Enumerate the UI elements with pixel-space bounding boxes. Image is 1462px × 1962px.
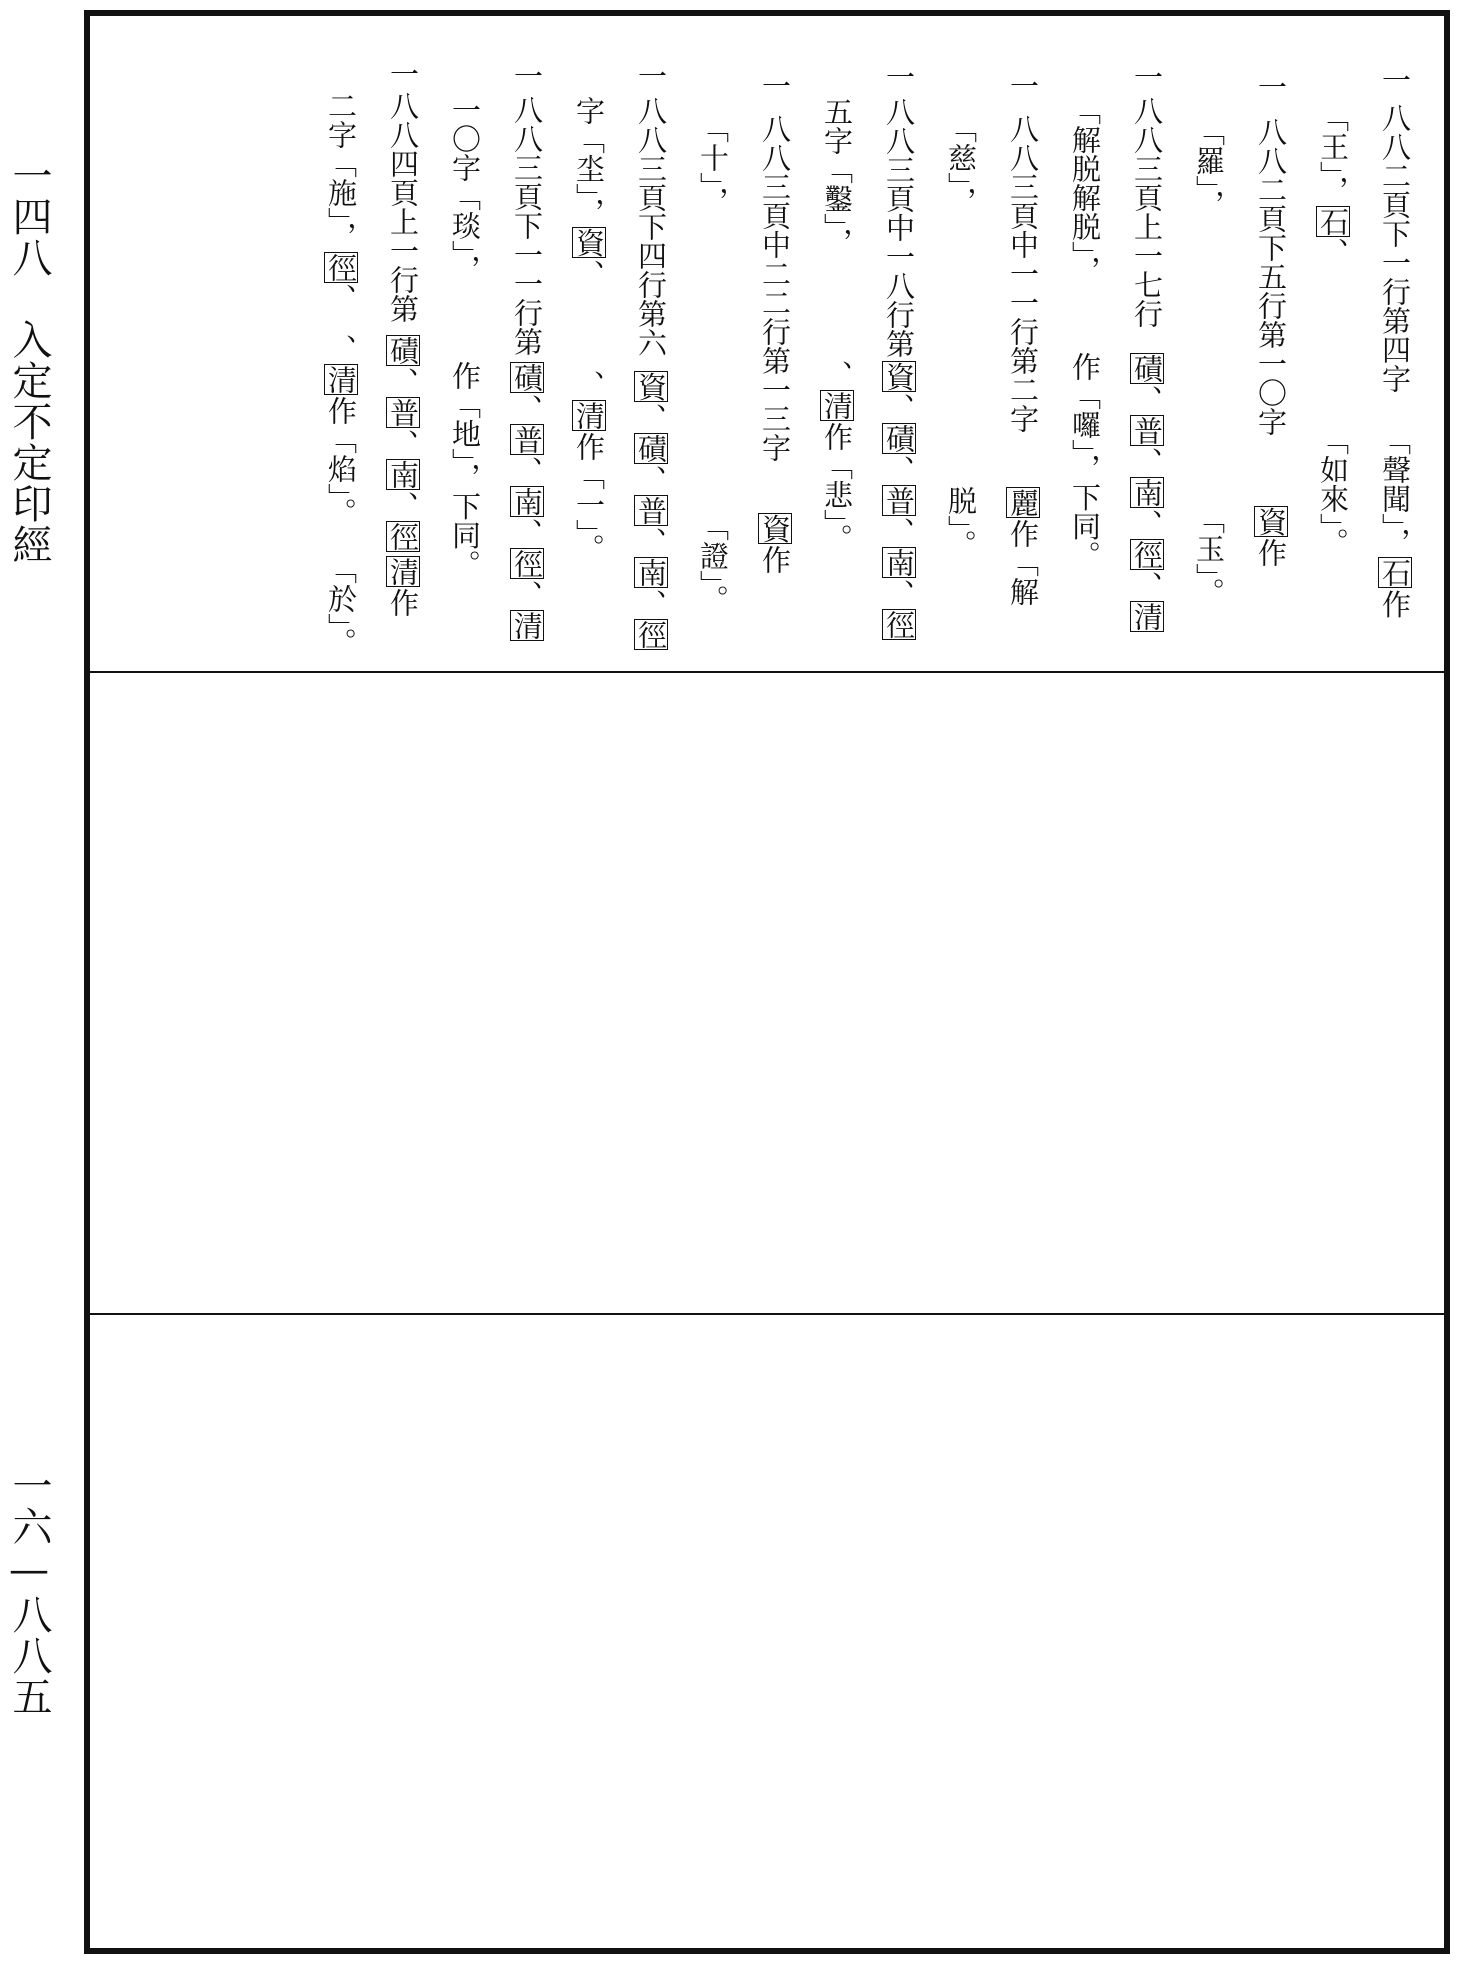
note-text: 、	[386, 429, 420, 459]
note-text: 、	[634, 588, 668, 618]
note-marker: 一	[1254, 71, 1288, 101]
note-text: 八八三頁中一八行第五字「鑿」，	[820, 97, 916, 359]
edition-siglum: 清	[572, 400, 606, 430]
edition-siglum: 徑	[324, 252, 358, 282]
edition-siglum: 清	[324, 365, 358, 395]
note-text: 、	[510, 518, 544, 548]
note-marker: 一	[386, 59, 420, 89]
note-line	[1302, 426, 1426, 656]
note-text: 、	[572, 259, 606, 289]
note-line	[558, 96, 682, 370]
edition-siglum: 資	[572, 228, 606, 258]
note-text: 、	[820, 360, 854, 390]
edition-siglum: 磧	[882, 424, 916, 454]
note-line	[434, 95, 558, 361]
collation-note	[434, 56, 558, 656]
note-text: 八八三頁下一一行第一〇字「琰」，	[448, 95, 544, 357]
note-line	[434, 361, 558, 656]
edition-siglum: 普	[1130, 416, 1164, 446]
note-text: 八八三頁下四行第六字「坔」，	[572, 95, 668, 357]
section-divider	[90, 1313, 1444, 1315]
note-line	[1054, 96, 1178, 352]
edition-siglum: 麗	[1006, 487, 1040, 517]
note-marker: 一	[1006, 70, 1040, 100]
note-text: 作「於」。	[324, 554, 420, 656]
note-text: 作「如來」。	[1316, 425, 1412, 619]
edition-siglum: 南	[634, 557, 668, 587]
edition-siglum: 清	[510, 611, 544, 641]
edition-siglum: 磧	[510, 363, 544, 393]
note-text: 、	[572, 369, 606, 399]
note-line	[1178, 117, 1302, 505]
note-text: 、	[882, 517, 916, 547]
edition-siglum: 資	[1254, 507, 1288, 537]
note-marker: 一	[634, 61, 668, 91]
edition-siglum: 資	[758, 513, 792, 543]
note-text: 作「一」。	[572, 431, 606, 563]
edition-siglum: 清	[386, 556, 420, 586]
edition-siglum: 南	[882, 548, 916, 578]
edition-siglum: 南	[386, 460, 420, 490]
note-text: 、	[510, 394, 544, 424]
note-text: 作「解脱」。	[944, 485, 1040, 606]
note-text: 八八三頁上一七行「解脱解脱」，	[1068, 96, 1164, 329]
note-text: 、	[882, 455, 916, 485]
edition-siglum: 徑	[510, 549, 544, 579]
note-marker: 一	[1130, 61, 1164, 91]
note-text: 、	[882, 579, 916, 609]
edition-siglum: 南	[1130, 478, 1164, 508]
note-text: 作「焰」。	[324, 396, 358, 527]
edition-siglum: 石	[1378, 558, 1412, 588]
edition-siglum: 徑	[386, 522, 420, 552]
note-text: 八八二頁下五行第一〇字「羅」，	[1192, 116, 1288, 436]
collation-note	[682, 56, 806, 656]
note-line	[806, 360, 930, 656]
note-text: 作「玉」。	[1192, 505, 1288, 607]
note-text: 、	[1130, 571, 1164, 601]
note-text: 、	[1130, 447, 1164, 477]
collation-note	[930, 56, 1054, 656]
note-line	[1178, 505, 1302, 656]
margin-header: 一四八 入定不定印經	[6, 155, 52, 565]
edition-siglum: 普	[510, 425, 544, 455]
note-line	[310, 334, 434, 554]
edition-siglum: 資	[634, 371, 668, 401]
note-text: 作「地」，下同。	[448, 361, 482, 579]
note-text: 、	[634, 464, 668, 494]
note-text: 、	[1316, 237, 1350, 267]
note-line	[682, 114, 806, 511]
edition-siglum: 磧	[634, 433, 668, 463]
margin-page-number: 一六—八八五	[6, 1465, 52, 1717]
note-line	[310, 91, 434, 334]
collation-notes	[310, 56, 1426, 656]
note-text: 、	[1130, 385, 1164, 415]
edition-siglum: 石	[1316, 206, 1350, 236]
collation-note	[1054, 56, 1178, 656]
note-text: 作「悲」。	[820, 422, 854, 553]
note-text: 「聲聞」，	[1378, 425, 1412, 557]
edition-siglum: 磧	[1130, 354, 1164, 384]
note-text: 作「囉」，下同。	[1068, 352, 1102, 570]
note-text: 、	[634, 526, 668, 556]
note-line	[310, 555, 434, 657]
note-text: 、	[386, 491, 420, 521]
note-marker: 一	[758, 70, 792, 100]
note-text: 作「證」。	[696, 511, 792, 614]
collation-note	[1302, 56, 1426, 656]
note-text: 、	[634, 402, 668, 432]
edition-siglum: 資	[882, 362, 916, 392]
note-text: 八八四頁上一行第二字「施」，	[324, 91, 420, 324]
edition-siglum: 普	[882, 486, 916, 516]
edition-siglum: 清	[1130, 602, 1164, 632]
edition-siglum: 普	[386, 398, 420, 428]
note-line	[682, 512, 806, 656]
note-line	[930, 114, 1054, 486]
note-line	[558, 370, 682, 656]
note-text: 八八二頁下一行第四字「王」，	[1316, 103, 1412, 393]
edition-siglum: 徑	[1130, 540, 1164, 570]
edition-siglum: 普	[634, 495, 668, 525]
note-marker: 一	[1378, 65, 1412, 94]
edition-siglum: 徑	[634, 619, 668, 649]
note-text: 、	[324, 283, 358, 313]
note-line	[1054, 352, 1178, 656]
collation-note	[310, 56, 434, 656]
note-text: 、	[510, 580, 544, 610]
section-divider	[90, 671, 1444, 673]
edition-siglum: 南	[510, 487, 544, 517]
edition-siglum: 清	[820, 391, 854, 421]
page-frame	[84, 10, 1450, 1954]
note-text: 八八三頁中二二行第一三字「十」，	[696, 114, 792, 463]
note-marker: 一	[510, 61, 544, 91]
note-marker: 一	[882, 62, 916, 92]
edition-siglum: 磧	[386, 336, 420, 366]
note-line	[930, 486, 1054, 656]
collation-note	[806, 56, 930, 656]
edition-siglum: 徑	[882, 610, 916, 640]
note-text: 、	[324, 334, 358, 364]
note-text: 、	[882, 393, 916, 423]
note-text: 八八三頁中一一行第二字「慈」，	[944, 114, 1040, 434]
note-text: 、	[386, 367, 420, 397]
collation-note	[558, 56, 682, 656]
note-text: 、	[1130, 509, 1164, 539]
collation-note	[1178, 56, 1302, 656]
note-text: 、	[510, 456, 544, 486]
note-line	[806, 97, 930, 360]
note-line	[1302, 103, 1426, 426]
